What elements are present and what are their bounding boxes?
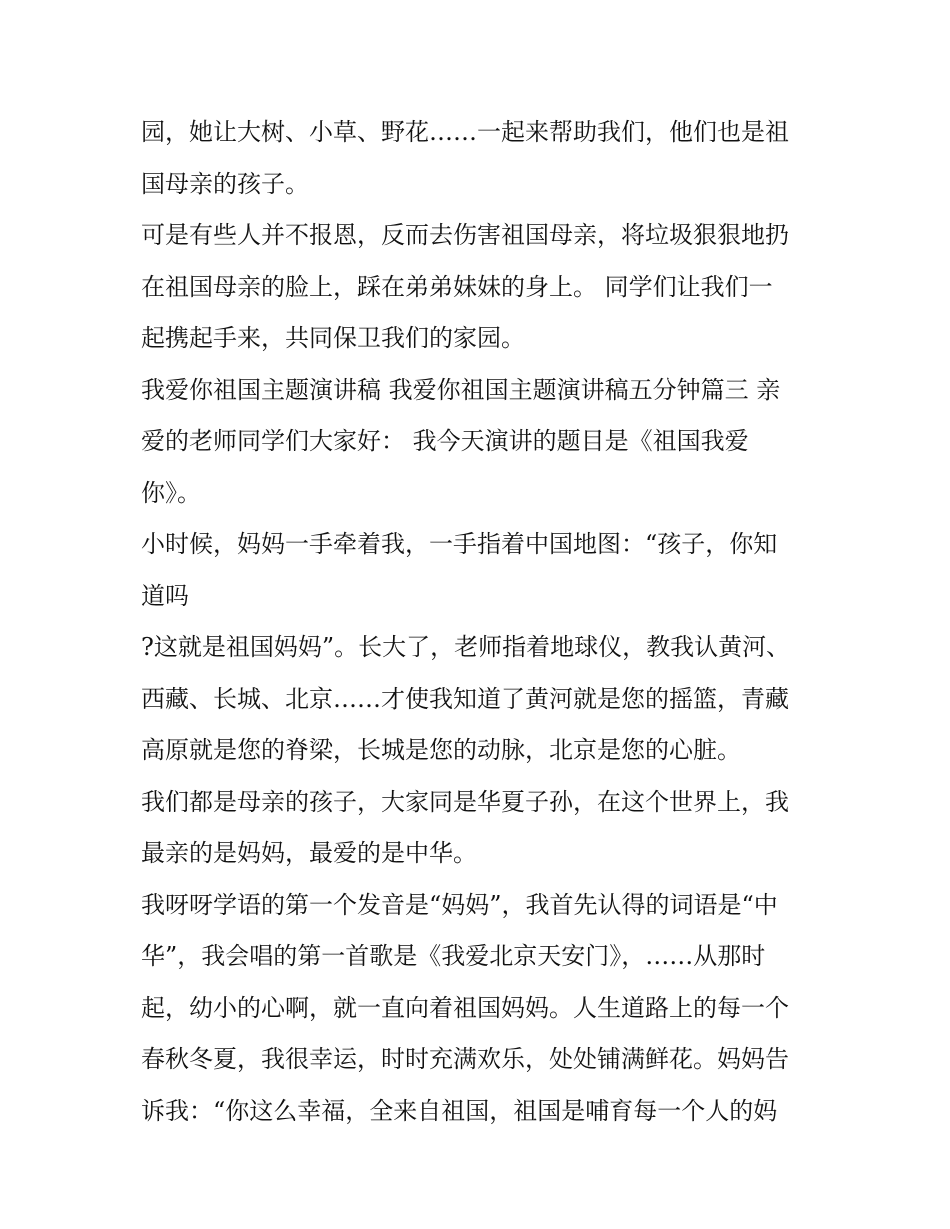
text-line: 在祖国母亲的脸上，踩在弟弟妹妹的身上。 同学们让我们一: [141, 272, 773, 301]
text-line: 我爱你祖国主题演讲稿 我爱你祖国主题演讲稿五分钟篇三 亲: [141, 375, 781, 404]
text-line: 我们都是母亲的孩子，大家同是华夏子孙，在这个世界上，我: [141, 787, 789, 816]
speech-text-body: [141, 107, 821, 1137]
text-line: ?这就是祖国妈妈”。长大了，老师指着地球仪，教我认黄河、: [141, 633, 791, 661]
text-line: 我呀呀学语的第一个发音是“妈妈”，我首先认得的词语是“中: [141, 890, 778, 919]
text-line: 华”，我会唱的第一首歌是《我爱北京天安门》，……从那时: [141, 942, 766, 970]
text-line: 诉我：“你这么幸福，全来自祖国，祖国是哺育每一个人的妈: [141, 1096, 778, 1125]
text-line: 最亲的是妈妈，最爱的是中华。: [141, 839, 477, 867]
text-line: 你》。: [141, 478, 201, 507]
text-line: 西藏、长城、北京……才使我知道了黄河就是您的摇篮，青藏: [141, 684, 789, 713]
text-line: 园，她让大树、小草、野花……一起来帮助我们，他们也是祖: [141, 118, 789, 146]
text-line: 爱的老师同学们大家好： 我今天演讲的题目是《祖国我爱: [141, 427, 749, 455]
text-line: 春秋冬夏，我很幸运，时时充满欢乐，处处铺满鲜花。妈妈告: [141, 1045, 789, 1073]
text-line: 国母亲的孩子。: [141, 169, 309, 198]
text-line: 起携起手来，共同保卫我们的家园。: [141, 324, 525, 352]
text-line: 起，幼小的心啊，就一直向着祖国妈妈。人生道路上的每一个: [141, 993, 789, 1022]
text-line: 小时候，妈妈一手牵着我，一手指着中国地图：“孩子，你知: [141, 530, 778, 558]
text-line: 道吗: [141, 581, 189, 610]
text-line: 高原就是您的脊梁，长城是您的动脉，北京是您的心脏。: [141, 736, 741, 764]
text-line: 可是有些人并不报恩，反而去伤害祖国母亲，将垃圾狠狠地扔: [141, 221, 789, 249]
